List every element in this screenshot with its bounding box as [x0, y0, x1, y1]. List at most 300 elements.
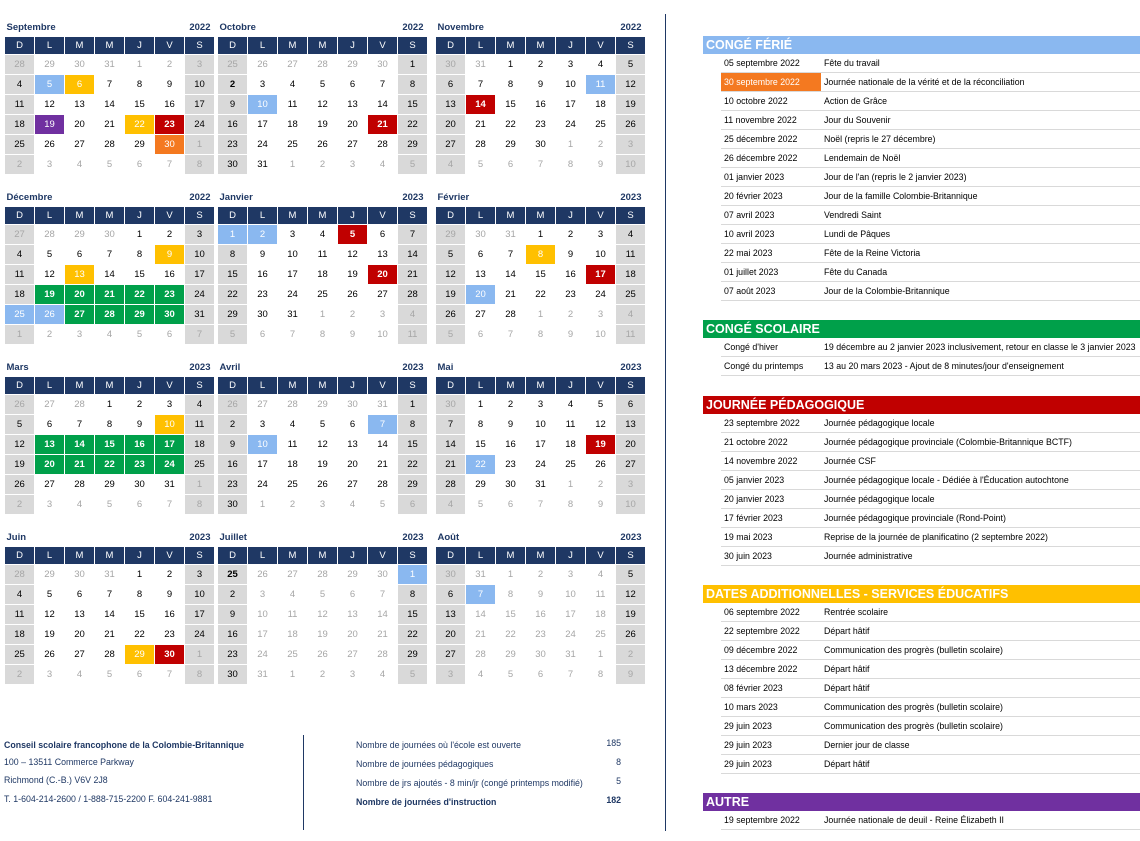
- month-calendar: [4, 188, 215, 345]
- month-calendar: [217, 528, 428, 685]
- day-cell: 15: [398, 435, 428, 455]
- day-cell: 9: [338, 325, 368, 345]
- day-cell: 28: [35, 225, 65, 245]
- day-cell: 4: [278, 75, 308, 95]
- day-cell: 27: [616, 455, 646, 475]
- legend-row: [721, 509, 1140, 528]
- legend-description: Jour de la famille Colombie-Britannique: [824, 191, 978, 201]
- day-cell: 20: [368, 265, 398, 285]
- weekday-header: J: [125, 207, 155, 225]
- stat-label: Nombre de journées pédagogiques: [356, 759, 494, 769]
- day-cell: 30: [155, 645, 185, 665]
- day-cell: 31: [248, 665, 278, 685]
- day-cell: 17: [556, 605, 586, 625]
- day-cell: 9: [556, 325, 586, 345]
- day-cell: 29: [466, 475, 496, 495]
- day-cell: 7: [398, 225, 428, 245]
- day-cell: 7: [466, 585, 496, 605]
- weekday-header: L: [35, 37, 65, 55]
- legend-date: 19 mai 2023: [724, 532, 773, 542]
- weekday-header: L: [35, 377, 65, 395]
- legend-row: [721, 92, 1140, 111]
- day-cell: 5: [125, 325, 155, 345]
- day-cell: 7: [368, 75, 398, 95]
- day-cell: 23: [248, 285, 278, 305]
- day-cell: 5: [398, 665, 428, 685]
- day-cell: 3: [248, 585, 278, 605]
- day-cell: 6: [466, 325, 496, 345]
- day-cell: 19: [586, 435, 616, 455]
- month-year: 2023: [125, 358, 215, 377]
- legend-date: 01 janvier 2023: [724, 172, 785, 182]
- address-line-1: 100 – 13511 Commerce Parkway: [4, 757, 134, 767]
- legend-date: 20 janvier 2023: [724, 494, 785, 504]
- legend-description: Jour de la Colombie-Britannique: [824, 286, 950, 296]
- legend-date: 14 novembre 2022: [724, 456, 798, 466]
- day-cell: 22: [398, 455, 428, 475]
- weekday-header: J: [125, 547, 155, 565]
- legend-date: 23 septembre 2022: [724, 418, 800, 428]
- day-cell: 3: [556, 565, 586, 585]
- day-cell: 3: [556, 55, 586, 75]
- day-cell: 4: [65, 155, 95, 175]
- day-cell: 7: [526, 495, 556, 515]
- month-name: Juillet: [218, 528, 338, 547]
- legend-row: [721, 338, 1140, 357]
- day-cell: 24: [185, 115, 215, 135]
- day-cell: 15: [496, 605, 526, 625]
- day-cell: 30: [95, 225, 125, 245]
- day-cell: 5: [338, 225, 368, 245]
- day-cell: 5: [218, 325, 248, 345]
- day-cell: 1: [185, 645, 215, 665]
- month-name: Décembre: [5, 188, 125, 207]
- day-cell: 14: [436, 435, 466, 455]
- month-name: Mai: [436, 358, 556, 377]
- day-cell: 17: [185, 95, 215, 115]
- weekday-header: M: [278, 207, 308, 225]
- day-cell: 27: [278, 55, 308, 75]
- day-cell: 15: [218, 265, 248, 285]
- month-calendar: [217, 18, 428, 175]
- weekday-header: L: [466, 207, 496, 225]
- legend-date: 05 septembre 2022: [724, 58, 800, 68]
- month-year: 2022: [125, 188, 215, 207]
- day-cell: 4: [5, 245, 35, 265]
- weekday-header: M: [65, 207, 95, 225]
- day-cell: 17: [248, 455, 278, 475]
- day-cell: 27: [338, 475, 368, 495]
- month-name: Juin: [5, 528, 125, 547]
- month-name: Mars: [5, 358, 125, 377]
- day-cell: 16: [155, 265, 185, 285]
- day-cell: 24: [185, 285, 215, 305]
- org-name: Conseil scolaire francophone de la Colombie-Britannique: [4, 740, 244, 750]
- day-cell: 2: [308, 155, 338, 175]
- day-cell: 12: [35, 95, 65, 115]
- day-cell: 16: [155, 605, 185, 625]
- day-cell: 19: [338, 265, 368, 285]
- day-cell: 10: [278, 245, 308, 265]
- day-cell: 14: [95, 265, 125, 285]
- day-cell: 23: [496, 455, 526, 475]
- legend-date: 30 septembre 2022: [721, 73, 821, 91]
- day-cell: 21: [466, 115, 496, 135]
- day-cell: 3: [185, 565, 215, 585]
- legend-description: Vendredi Saint: [824, 210, 882, 220]
- day-cell: 30: [368, 55, 398, 75]
- day-cell: 2: [586, 135, 616, 155]
- day-cell: 25: [218, 55, 248, 75]
- day-cell: 10: [616, 495, 646, 515]
- weekday-header: S: [185, 377, 215, 395]
- divider-vertical: [665, 14, 666, 831]
- day-cell: 4: [398, 305, 428, 325]
- day-cell: 10: [526, 415, 556, 435]
- day-cell: 21: [368, 625, 398, 645]
- day-cell: 27: [338, 645, 368, 665]
- day-cell: 23: [155, 115, 185, 135]
- day-cell: 20: [35, 455, 65, 475]
- day-cell: 24: [248, 475, 278, 495]
- weekday-header: S: [616, 37, 646, 55]
- day-cell: 20: [436, 115, 466, 135]
- day-cell: 11: [185, 415, 215, 435]
- weekday-header: S: [398, 207, 428, 225]
- section-rows: [721, 54, 1140, 301]
- legend-date: Congé du printemps: [724, 361, 804, 371]
- day-cell: 25: [278, 135, 308, 155]
- legend-date: 22 mai 2023: [724, 248, 773, 258]
- day-cell: 5: [436, 325, 466, 345]
- day-cell: 24: [586, 285, 616, 305]
- day-cell: 30: [155, 305, 185, 325]
- legend-description: Journée pédagogique provinciale (Rond-Point): [824, 513, 1006, 523]
- day-cell: 29: [35, 55, 65, 75]
- month-name: Novembre: [436, 18, 556, 37]
- day-cell: 8: [125, 585, 155, 605]
- day-cell: 11: [586, 75, 616, 95]
- section-rows: [721, 603, 1140, 774]
- day-cell: 24: [185, 625, 215, 645]
- day-cell: 12: [616, 585, 646, 605]
- weekday-header: M: [95, 547, 125, 565]
- day-cell: 2: [218, 585, 248, 605]
- weekday-header: V: [368, 377, 398, 395]
- day-cell: 25: [5, 645, 35, 665]
- weekday-header: S: [616, 377, 646, 395]
- weekday-header: M: [308, 377, 338, 395]
- day-cell: 8: [556, 155, 586, 175]
- day-cell: 5: [586, 395, 616, 415]
- day-cell: 18: [278, 455, 308, 475]
- month-calendar: [4, 528, 215, 685]
- day-cell: 14: [368, 605, 398, 625]
- day-cell: 16: [556, 265, 586, 285]
- day-cell: 4: [586, 565, 616, 585]
- day-cell: 4: [5, 585, 35, 605]
- day-cell: 24: [556, 625, 586, 645]
- weekday-header: D: [5, 207, 35, 225]
- day-cell: 2: [125, 395, 155, 415]
- weekday-header: J: [556, 377, 586, 395]
- day-cell: 5: [398, 155, 428, 175]
- month-calendar: [4, 358, 215, 515]
- day-cell: 4: [65, 495, 95, 515]
- weekday-header: V: [586, 37, 616, 55]
- day-cell: 28: [368, 475, 398, 495]
- day-cell: 9: [586, 155, 616, 175]
- day-cell: 23: [218, 645, 248, 665]
- day-cell: 10: [586, 325, 616, 345]
- day-cell: 8: [185, 495, 215, 515]
- weekday-header: S: [398, 377, 428, 395]
- day-cell: 4: [65, 665, 95, 685]
- day-cell: 9: [218, 605, 248, 625]
- day-cell: 4: [436, 495, 466, 515]
- day-cell: 8: [95, 415, 125, 435]
- day-cell: 21: [95, 625, 125, 645]
- day-cell: 2: [218, 415, 248, 435]
- day-cell: 6: [398, 495, 428, 515]
- day-cell: 25: [278, 645, 308, 665]
- day-cell: 9: [526, 585, 556, 605]
- legend-row: [721, 149, 1140, 168]
- weekday-header: L: [248, 377, 278, 395]
- day-cell: 18: [586, 95, 616, 115]
- day-cell: 11: [616, 245, 646, 265]
- day-cell: 21: [65, 455, 95, 475]
- day-cell: 1: [125, 55, 155, 75]
- weekday-header: S: [185, 207, 215, 225]
- day-cell: 8: [466, 415, 496, 435]
- day-cell: 14: [466, 95, 496, 115]
- legend-row: [721, 73, 1140, 92]
- day-cell: 5: [95, 155, 125, 175]
- day-cell: 16: [218, 455, 248, 475]
- day-cell: 7: [466, 75, 496, 95]
- day-cell: 8: [398, 415, 428, 435]
- legend-row: [721, 225, 1140, 244]
- day-cell: 20: [65, 115, 95, 135]
- weekday-header: M: [278, 547, 308, 565]
- legend-row: [721, 433, 1140, 452]
- weekday-header: S: [616, 547, 646, 565]
- day-cell: 9: [155, 585, 185, 605]
- stat-value: 5: [616, 776, 621, 786]
- weekday-header: J: [125, 377, 155, 395]
- weekday-header: L: [248, 207, 278, 225]
- day-cell: 6: [496, 495, 526, 515]
- day-cell: 5: [466, 155, 496, 175]
- weekday-header: M: [278, 37, 308, 55]
- day-cell: 29: [65, 225, 95, 245]
- day-cell: 29: [125, 135, 155, 155]
- weekday-header: L: [466, 377, 496, 395]
- day-cell: 7: [155, 665, 185, 685]
- day-cell: 29: [338, 55, 368, 75]
- legend-date: 29 juin 2023: [724, 759, 772, 769]
- day-cell: 3: [616, 135, 646, 155]
- day-cell: 13: [466, 265, 496, 285]
- day-cell: 22: [95, 455, 125, 475]
- month-calendar: [435, 18, 646, 175]
- weekday-header: D: [5, 547, 35, 565]
- day-cell: 25: [586, 115, 616, 135]
- day-cell: 19: [35, 285, 65, 305]
- weekday-header: M: [526, 207, 556, 225]
- section-header: AUTRE: [703, 793, 1140, 811]
- day-cell: 4: [338, 495, 368, 515]
- weekday-header: M: [95, 207, 125, 225]
- section-rows: [721, 811, 1140, 830]
- day-cell: 4: [5, 75, 35, 95]
- day-cell: 3: [526, 395, 556, 415]
- month-name: Février: [436, 188, 556, 207]
- day-cell: 9: [556, 245, 586, 265]
- day-cell: 21: [368, 455, 398, 475]
- legend-description: Journée CSF: [824, 456, 876, 466]
- day-cell: 17: [248, 115, 278, 135]
- day-cell: 23: [125, 455, 155, 475]
- day-cell: 25: [556, 455, 586, 475]
- day-cell: 5: [466, 495, 496, 515]
- legend-row: [721, 168, 1140, 187]
- weekday-header: L: [466, 37, 496, 55]
- day-cell: 22: [125, 625, 155, 645]
- day-cell: 22: [125, 285, 155, 305]
- day-cell: 14: [95, 605, 125, 625]
- day-cell: 17: [586, 265, 616, 285]
- day-cell: 15: [526, 265, 556, 285]
- legend-date: 09 décembre 2022: [724, 645, 798, 655]
- weekday-header: V: [586, 207, 616, 225]
- day-cell: 13: [65, 265, 95, 285]
- day-cell: 4: [185, 395, 215, 415]
- day-cell: 29: [398, 645, 428, 665]
- day-cell: 19: [616, 95, 646, 115]
- legend-description: 13 au 20 mars 2023 - Ajout de 8 minutes/jour d'enseignement: [824, 361, 1064, 371]
- footer-divider: [303, 735, 304, 830]
- day-cell: 10: [248, 605, 278, 625]
- day-cell: 30: [218, 495, 248, 515]
- day-cell: 15: [125, 265, 155, 285]
- day-cell: 25: [185, 455, 215, 475]
- day-cell: 10: [185, 585, 215, 605]
- day-cell: 4: [95, 325, 125, 345]
- day-cell: 4: [368, 155, 398, 175]
- section-header: DATES ADDITIONNELLES - SERVICES ÉDUCATIFS: [703, 585, 1140, 603]
- weekday-header: J: [338, 207, 368, 225]
- day-cell: 26: [35, 645, 65, 665]
- month-year: 2023: [125, 528, 215, 547]
- legend-row: [721, 717, 1140, 736]
- month-year: 2023: [556, 358, 646, 377]
- day-cell: 3: [185, 225, 215, 245]
- day-cell: 5: [308, 415, 338, 435]
- day-cell: 2: [338, 305, 368, 325]
- day-cell: 21: [95, 115, 125, 135]
- day-cell: 5: [35, 75, 65, 95]
- day-cell: 23: [526, 625, 556, 645]
- day-cell: 19: [5, 455, 35, 475]
- legend-description: Journée pédagogique provinciale (Colombie-Britannique BCTF): [824, 437, 1072, 447]
- day-cell: 19: [308, 115, 338, 135]
- day-cell: 11: [308, 245, 338, 265]
- legend-description: Fête du travail: [824, 58, 880, 68]
- day-cell: 5: [95, 495, 125, 515]
- stat-label: Nombre de jrs ajoutés - 8 min/jr (congé printemps modifié): [356, 778, 583, 788]
- day-cell: 7: [278, 325, 308, 345]
- day-cell: 27: [65, 305, 95, 325]
- day-cell: 29: [218, 305, 248, 325]
- weekday-header: D: [218, 377, 248, 395]
- legend-row: [721, 698, 1140, 717]
- weekday-header: V: [586, 377, 616, 395]
- month-calendar: [4, 18, 215, 175]
- legend-date: 30 juin 2023: [724, 551, 772, 561]
- day-cell: 25: [278, 475, 308, 495]
- day-cell: 2: [556, 225, 586, 245]
- day-cell: 21: [398, 265, 428, 285]
- day-cell: 2: [586, 475, 616, 495]
- day-cell: 20: [338, 115, 368, 135]
- day-cell: 22: [466, 455, 496, 475]
- day-cell: 31: [466, 565, 496, 585]
- day-cell: 3: [616, 475, 646, 495]
- weekday-header: L: [35, 207, 65, 225]
- weekday-header: J: [125, 37, 155, 55]
- day-cell: 28: [436, 475, 466, 495]
- day-cell: 7: [556, 665, 586, 685]
- day-cell: 8: [125, 245, 155, 265]
- day-cell: 1: [496, 565, 526, 585]
- month-name: Octobre: [218, 18, 338, 37]
- day-cell: 4: [586, 55, 616, 75]
- stat-label: Nombre de journées d'instruction: [356, 797, 497, 807]
- phone-line: T. 1-604-214-2600 / 1-888-715-2200 F. 604-241-9881: [4, 794, 213, 804]
- day-cell: 29: [35, 565, 65, 585]
- day-cell: 30: [155, 135, 185, 155]
- legend-date: 22 septembre 2022: [724, 626, 800, 636]
- day-cell: 3: [35, 155, 65, 175]
- legend-description: Journée nationale de deuil - Reine Élizabeth II: [824, 815, 1004, 825]
- legend-description: Fête de la Reine Victoria: [824, 248, 921, 258]
- day-cell: 6: [338, 585, 368, 605]
- day-cell: 11: [616, 325, 646, 345]
- day-cell: 4: [616, 225, 646, 245]
- day-cell: 28: [368, 135, 398, 155]
- weekday-header: M: [496, 207, 526, 225]
- day-cell: 2: [155, 565, 185, 585]
- day-cell: 10: [185, 75, 215, 95]
- day-cell: 2: [308, 665, 338, 685]
- legend-row: [721, 490, 1140, 509]
- weekday-header: M: [526, 547, 556, 565]
- legend-description: Action de Grâce: [824, 96, 888, 106]
- day-cell: 8: [398, 585, 428, 605]
- day-cell: 14: [95, 95, 125, 115]
- day-cell: 28: [466, 135, 496, 155]
- day-cell: 5: [35, 245, 65, 265]
- day-cell: 14: [496, 265, 526, 285]
- weekday-header: D: [436, 377, 466, 395]
- day-cell: 29: [308, 395, 338, 415]
- day-cell: 15: [466, 435, 496, 455]
- day-cell: 1: [95, 395, 125, 415]
- legend-row: [721, 547, 1140, 566]
- day-cell: 8: [586, 665, 616, 685]
